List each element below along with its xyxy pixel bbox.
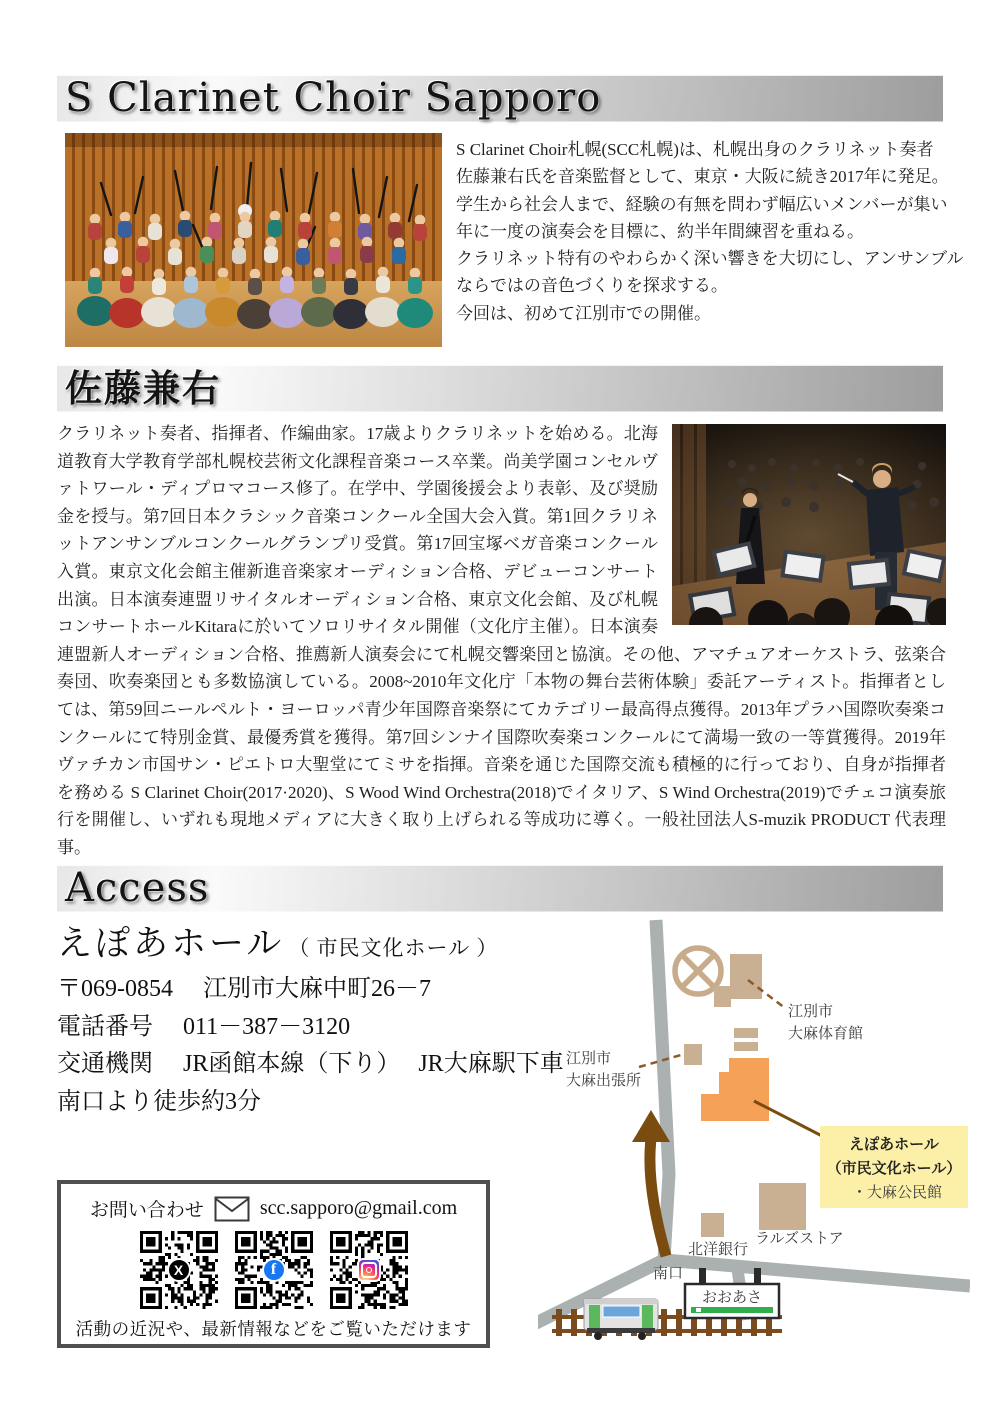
intro-line: 今回は、初めて江別市での開催。 <box>456 303 711 323</box>
venue-subtitle: （ 市民文化ホール ） <box>288 936 499 960</box>
conductor-name-title: 佐藤兼右 <box>65 366 221 410</box>
intro-line: ならではの音色づくりを探求する。 <box>456 276 728 296</box>
hall-label-line1: えぽあホール <box>849 1136 939 1153</box>
conductor-photo <box>672 424 946 625</box>
bank-label: 北洋銀行 <box>688 1241 749 1258</box>
access-map <box>538 916 970 1352</box>
choir-group-photo-art <box>65 133 442 347</box>
instagram-icon <box>357 1258 381 1282</box>
conductor-photo-art <box>672 424 946 625</box>
qr-code-instagram <box>330 1231 408 1309</box>
choir-group-photo <box>65 133 442 347</box>
intro-line: クラリネット特有のやわらかく深い響きを大切にし、アンサンブル <box>456 249 964 269</box>
address-line-postal: 〒069-0854 江別市大麻中町26－7 <box>57 976 431 1002</box>
section-header-access <box>57 865 943 912</box>
qr-row <box>61 1231 486 1309</box>
address-line-transit: 交通機関 JR函館本線（下り） JR大麻駅下車 <box>57 1051 564 1077</box>
qr-code-x <box>140 1231 218 1309</box>
branch-label-line1: 江別市 <box>566 1050 612 1067</box>
address-line-walk: 南口より徒歩約3分 <box>57 1088 261 1115</box>
contact-label: お問い合わせ <box>89 1200 204 1221</box>
conductor-bio-text: クラリネット奏者、指揮者、作編曲家。17歳よりクラリネットを始める。北海道教育大学教育学部札幌校芸術文化課程音楽コース卒業。尚美学園コンセルヴァトワール・ディプロマコース修了。在学中、学園後援会より表彰、及び奨励金を授与。第7回日本クラシック音楽コンクール全国大会入賞。第1回クラリネットアンサンブルコンクールグランプリ受賞。第17回宝塚ベガ音楽コンクール入賞。東京文化会館主催新進音楽家オーディション合格、デビューコンサート出演。日本演奏連盟リサイタルオーディション合格、東京文化会館、及び札幌コンサートホールKitaraに於いてソロリサイタル開催（文化庁主催）。日本演奏連盟新人オーディション合格、推薦新人演奏会にて札幌交響楽団と協演。その他、アマチュアオーケストラ、弦楽合奏団、吹奏楽団とも多数協演している。2008~2010年文化庁「本物の舞台芸術体験」委託アーティスト。指揮者としては、第59回ニールペルト・ヨーロッパ青少年国際音楽祭にてカテゴリー最高得点獲得。2013年プラハ国際吹奏楽コンクールにて特別金賞、最優秀賞を獲得。第7回シンナイ国際吹奏楽コンクールにて満場一致の一等賞獲得。2019年ヴァチカン市国サン・ピエトロ大聖堂にてミサを指揮。音楽を通じた国際交流も積極的に行っており、自身が指揮者を務める S Clarinet Choir(2017·2020)、S Wood Wind Orchestra(2018)でイタリア、S Wind Orchestra(2019)でチェコ演奏旅行を開催し、いずれも現地メディアに大きく取り上げられる等成功に導く。一般社団法人S-muzik PRODUCT 代表理事。 <box>57 424 946 857</box>
facebook-icon: f <box>262 1258 286 1282</box>
intro-line: S Clarinet Choir札幌(SCC札幌)は、札幌出身のクラリネット奏者 <box>456 140 934 159</box>
section-header-choir <box>57 75 943 122</box>
venue-name: えぽあホール <box>57 924 285 963</box>
store-label: ラルズストア <box>755 1230 844 1247</box>
branch-label-line2: 大麻出張所 <box>566 1072 642 1089</box>
gym-label-line1: 江別市 <box>788 1003 834 1020</box>
intro-line: 学生から社会人まで、経験の有無を問わず幅広いメンバーが集い <box>456 194 948 214</box>
epoa-hall-building <box>701 1058 769 1121</box>
conductor-bio <box>57 420 946 862</box>
intro-line: 年に一度の演奏会を目標に、約半年間練習を重ねる。 <box>456 221 864 241</box>
gym-label-line2: 大麻体育館 <box>788 1025 864 1042</box>
station-sign-marker <box>696 1308 701 1312</box>
venue-address <box>57 971 564 1121</box>
envelope-icon <box>214 1196 250 1222</box>
address-line-phone: 電話番号 011－387－3120 <box>57 1013 351 1040</box>
choir-title: S Clarinet Choir Sapporo <box>65 75 602 121</box>
station-label: おおあさ <box>701 1289 763 1306</box>
intro-line: 佐藤兼右氏を音楽監督として、東京・大阪に続き2017年に発足。 <box>456 167 949 187</box>
access-title: Access <box>65 865 210 911</box>
choir-intro-text <box>456 136 964 327</box>
hall-label-line2: （市民文化ホール） <box>826 1160 962 1177</box>
station-sign-line <box>691 1307 773 1313</box>
contact-box <box>57 1180 490 1348</box>
south-exit-label: 南口 <box>653 1265 684 1282</box>
hall-label-line3: ・大麻公民館 <box>852 1184 943 1201</box>
contact-caption: 活動の近況や、最新情報などをご覧いただけます <box>75 1319 472 1339</box>
qr-code-facebook <box>235 1231 313 1309</box>
x-icon: X <box>167 1258 191 1282</box>
venue-title <box>57 916 498 966</box>
contact-email[interactable]: scc.sapporo@gmail.com <box>259 1197 458 1219</box>
section-header-conductor <box>57 365 943 412</box>
